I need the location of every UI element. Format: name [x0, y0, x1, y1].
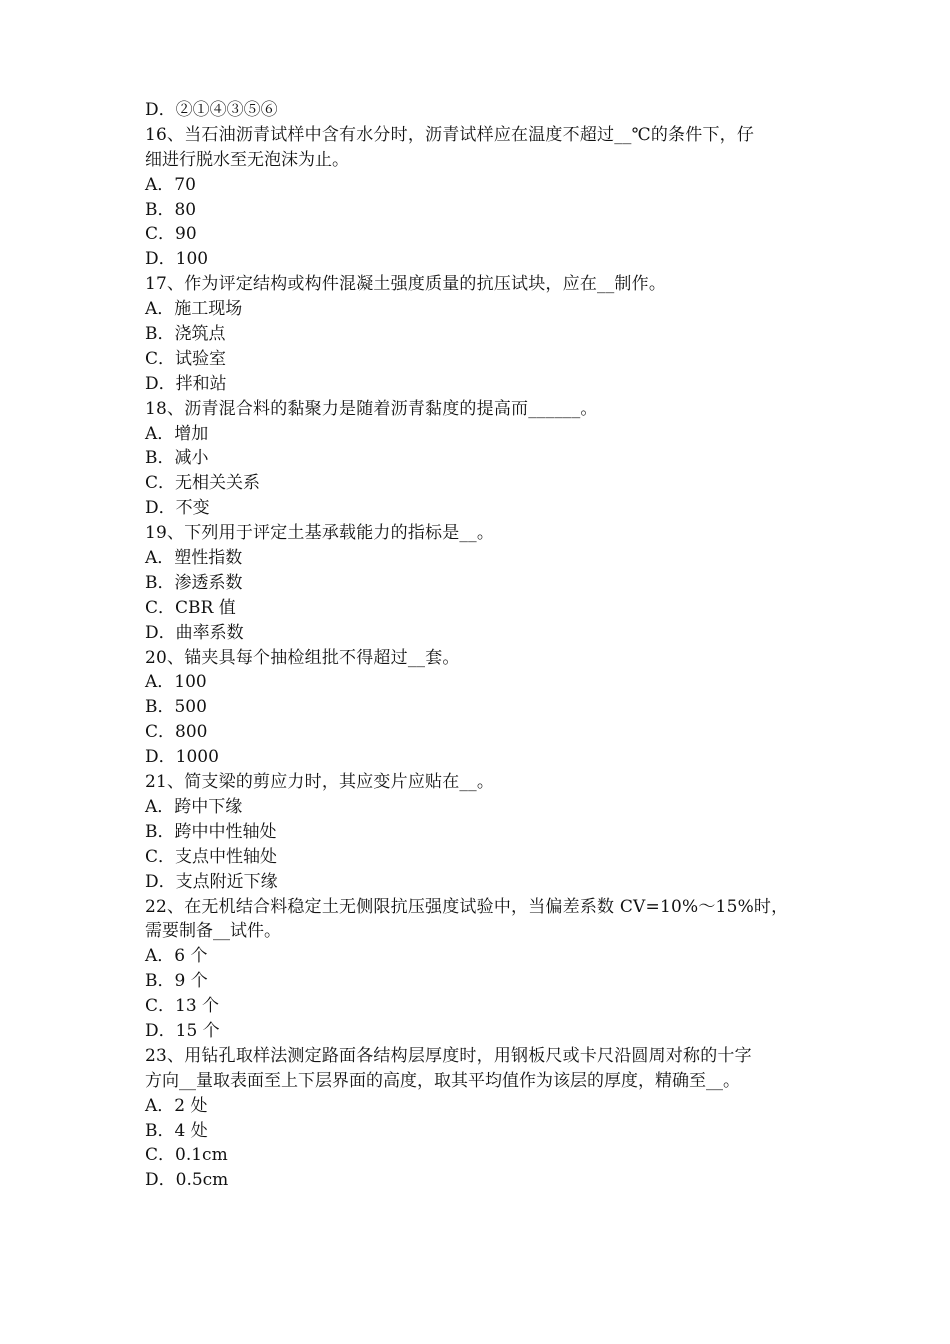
option-c: C．CBR 值 — [145, 597, 236, 618]
option-b: B．渗透系数 — [145, 572, 243, 593]
question-19 — [145, 521, 810, 645]
question-stem: 20、锚夹具每个抽检组批不得超过__套。 — [145, 647, 460, 668]
option-b: B．500 — [145, 697, 207, 718]
option-a: A．增加 — [145, 423, 209, 444]
option-a: A．2 处 — [145, 1095, 208, 1116]
option-c: C．试验室 — [145, 348, 227, 369]
document-page — [145, 98, 810, 1193]
question-22 — [145, 895, 810, 1044]
option-d: D．不变 — [145, 498, 210, 519]
option-b: B．跨中中性轴处 — [145, 821, 277, 842]
option-b: B．减小 — [145, 448, 209, 469]
question-21 — [145, 770, 810, 894]
option-d: D．拌和站 — [145, 373, 227, 394]
option-d: D．0.5cm — [145, 1170, 229, 1191]
option-a: A．100 — [145, 672, 207, 693]
option-d: D．15 个 — [145, 1020, 220, 1041]
option-c: C．90 — [145, 224, 197, 245]
option-c: C．0.1cm — [145, 1145, 228, 1166]
option-a: A．施工现场 — [145, 299, 243, 320]
option-a: A．跨中下缘 — [145, 796, 243, 817]
option-a: A．6 个 — [145, 946, 208, 967]
option-b: B．4 处 — [145, 1120, 208, 1141]
option-d-prev: D．②①④③⑤⑥ — [145, 100, 278, 120]
option-b: B．80 — [145, 199, 197, 220]
question-20 — [145, 646, 810, 770]
option-b: B．浇筑点 — [145, 324, 226, 345]
option-c: C．13 个 — [145, 996, 220, 1017]
question-stem: 需要制备__试件。 — [145, 921, 281, 942]
question-18 — [145, 397, 810, 521]
question-17 — [145, 272, 810, 396]
question-stem: 18、沥青混合料的黏聚力是随着沥青黏度的提高而______。 — [145, 398, 598, 419]
option-d: D．100 — [145, 249, 209, 270]
question-stem: 细进行脱水至无泡沫为止。 — [145, 149, 349, 170]
question-stem: 22、在无机结合料稳定土无侧限抗压强度试验中，当偏差系数 CV=10%～15%时， — [145, 896, 789, 917]
question-stem: 21、简支梁的剪应力时，其应变片应贴在__。 — [145, 772, 495, 793]
option-b: B．9 个 — [145, 971, 208, 992]
option-a: A．塑性指数 — [145, 548, 243, 569]
option-d: D．1000 — [145, 747, 219, 768]
option-d: D．曲率系数 — [145, 622, 244, 643]
question-stem: 23、用钻孔取样法测定路面各结构层厚度时，用钢板尺或卡尺沿圆周对称的十字 — [145, 1045, 752, 1066]
option-a: A．70 — [145, 174, 196, 195]
option-c: C．800 — [145, 722, 208, 743]
question-stem: 16、当石油沥青试样中含有水分时，沥青试样应在温度不超过__℃的条件下，仔 — [145, 124, 755, 145]
question-stem: 17、作为评定结构或构件混凝土强度质量的抗压试块，应在__制作。 — [145, 274, 667, 295]
question-16 — [145, 123, 810, 272]
question-stem: 方向__量取表面至上下层界面的高度，取其平均值作为该层的厚度，精确至__。 — [145, 1070, 740, 1091]
question-stem: 19、下列用于评定土基承载能力的指标是__。 — [145, 523, 495, 544]
question-23 — [145, 1044, 810, 1193]
option-d: D．支点附近下缘 — [145, 871, 278, 892]
option-c: C．支点中性轴处 — [145, 846, 278, 867]
option-c: C．无相关关系 — [145, 473, 261, 494]
